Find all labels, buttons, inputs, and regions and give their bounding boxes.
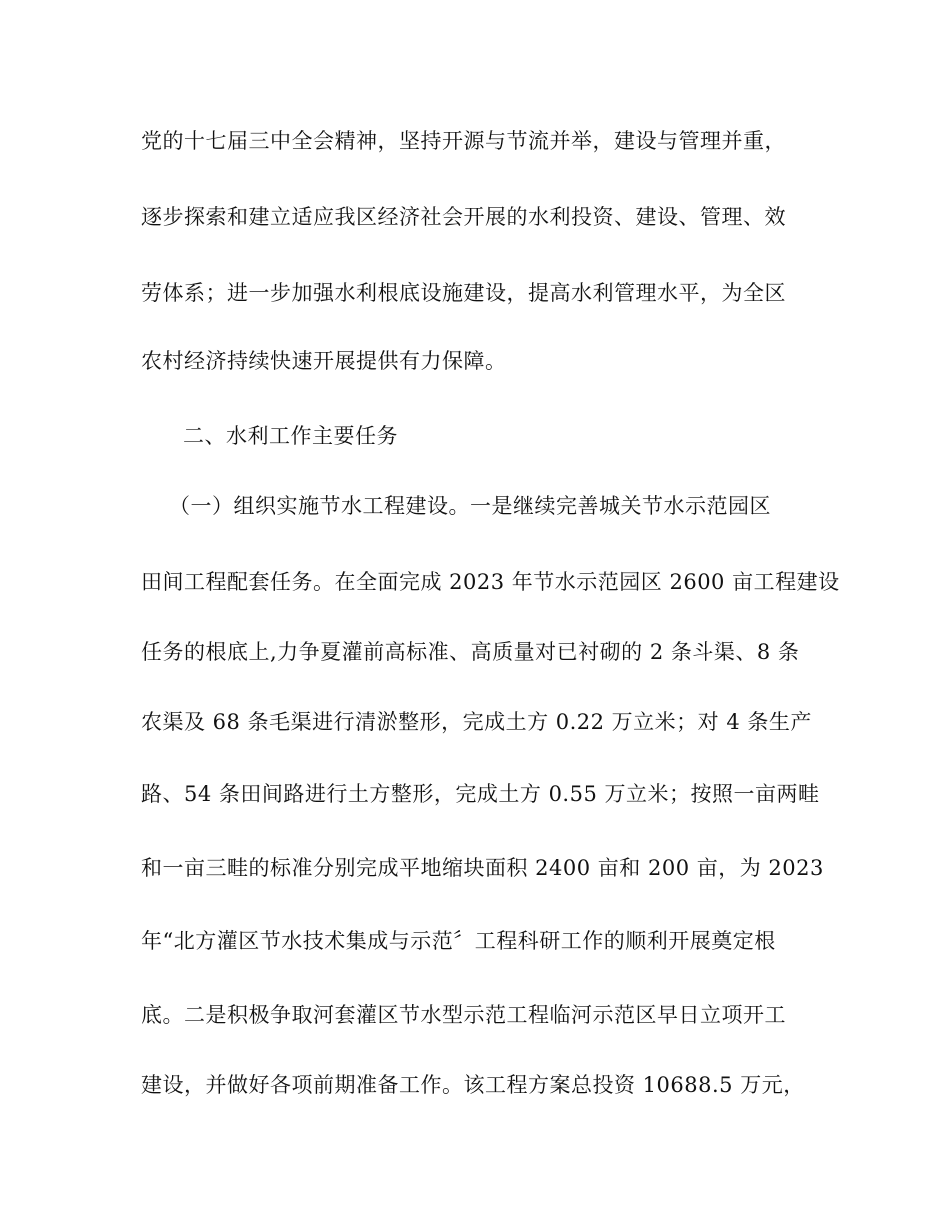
- paragraph-line: 路、54 条田间路进行土方整形，完成土方 0.55 万立米；按照一亩两畦: [141, 782, 820, 806]
- paragraph-line: 逐步探索和建立适应我区经济社会开展的水利投资、建设、管理、效: [141, 205, 786, 229]
- paragraph-line: 底。二是积极争取河套灌区节水型示范工程临河示范区早日立项开工: [141, 1003, 786, 1027]
- paragraph-line: 和一亩三畦的标准分别完成平地缩块面积 2400 亩和 200 亩，为 2023: [141, 856, 824, 880]
- paragraph-line: （一）组织实施节水工程建设。一是继续完善城关节水示范园区: [169, 494, 771, 518]
- paragraph-line: 农渠及 68 条毛渠进行清淤整形，完成土方 0.22 万立米；对 4 条生产: [141, 710, 812, 734]
- paragraph-line: 年“北方灌区节水技术集成与示范〞工程科研工作的顺利开展奠定根: [141, 929, 776, 953]
- paragraph-line: 劳体系；进一步加强水利根底设施建设，提高水利管理水平，为全区: [141, 281, 786, 305]
- paragraph-line: 建设，并做好各项前期准备工作。该工程方案总投资 10688.5 万元，: [141, 1073, 805, 1097]
- paragraph-line: 农村经济持续快速开展提供有力保障。: [141, 349, 507, 373]
- paragraph-line: 田间工程配套任务。在全面完成 2023 年节水示范园区 2600 亩工程建设: [141, 570, 840, 594]
- paragraph-line: 党的十七届三中全会精神，坚持开源与节流并举，建设与管理并重，: [141, 129, 786, 153]
- section-heading: 二、水利工作主要任务: [183, 424, 398, 448]
- paragraph-line: 任务的根底上,力争夏灌前高标准、高质量对已衬砌的 2 条斗渠、8 条: [141, 640, 800, 664]
